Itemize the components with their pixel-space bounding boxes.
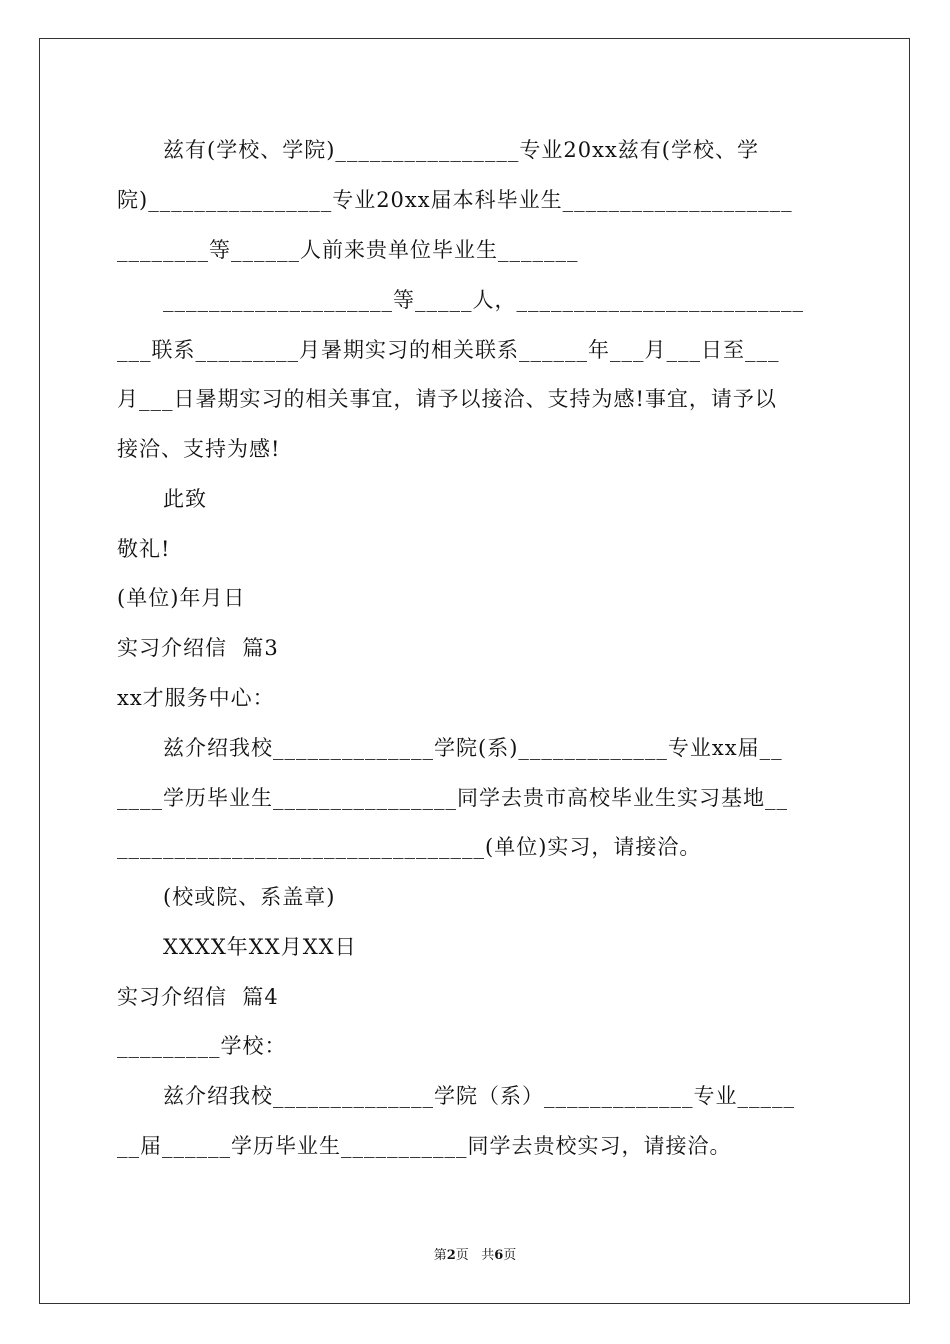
body-line: ________________________________(单位)实习，请接洽。 bbox=[117, 835, 702, 859]
body-line: 兹有(学校、学院)________________专业20xx兹有(学校、学 bbox=[163, 138, 759, 162]
body-line: 兹介绍我校______________学院（系）_____________专业_____ bbox=[163, 1084, 795, 1108]
section-heading: 实习介绍信 篇3 bbox=[117, 636, 279, 660]
body-line: ________等______人前来贵单位毕业生_______ bbox=[117, 238, 579, 262]
total-pages-number: 6 bbox=[494, 1248, 504, 1263]
stamp-note: (校或院、系盖章) bbox=[163, 885, 336, 909]
body-line: ____学历毕业生________________同学去贵市高校毕业生实习基地__ bbox=[117, 786, 788, 810]
recipient: _________学校： bbox=[117, 1034, 287, 1058]
recipient: xx才服务中心： bbox=[117, 686, 275, 710]
page-border bbox=[39, 38, 910, 1304]
body-line: 兹介绍我校______________学院(系)_____________专业xx届__ bbox=[163, 736, 783, 760]
body-line: 接洽、支持为感! bbox=[117, 437, 281, 461]
body-line: ____________________等_____人，_________________________ bbox=[163, 288, 804, 312]
body-line: 院)________________专业20xx届本科毕业生____________________ bbox=[117, 188, 793, 212]
footer-prefix: 第 bbox=[433, 1248, 447, 1263]
body-line: __届______学历毕业生___________同学去贵校实习，请接洽。 bbox=[117, 1134, 732, 1158]
closing-regards: 敬礼! bbox=[117, 537, 171, 561]
signature-date: (单位)年月日 bbox=[117, 586, 246, 610]
footer-suffix: 页 bbox=[503, 1248, 517, 1263]
date-line: XXXX年XX月XX日 bbox=[163, 935, 357, 959]
section-heading: 实习介绍信 篇4 bbox=[117, 985, 279, 1009]
closing-salutation: 此致 bbox=[163, 487, 207, 511]
footer-mid: 页 共 bbox=[455, 1248, 495, 1263]
page-footer bbox=[0, 1244, 950, 1263]
body-line: ___联系_________月暑期实习的相关联系______年___月___日至___ bbox=[117, 338, 780, 362]
current-page-number: 2 bbox=[446, 1248, 456, 1263]
body-line: 月___日暑期实习的相关事宜，请予以接洽、支持为感!事宜，请予以 bbox=[117, 387, 777, 411]
